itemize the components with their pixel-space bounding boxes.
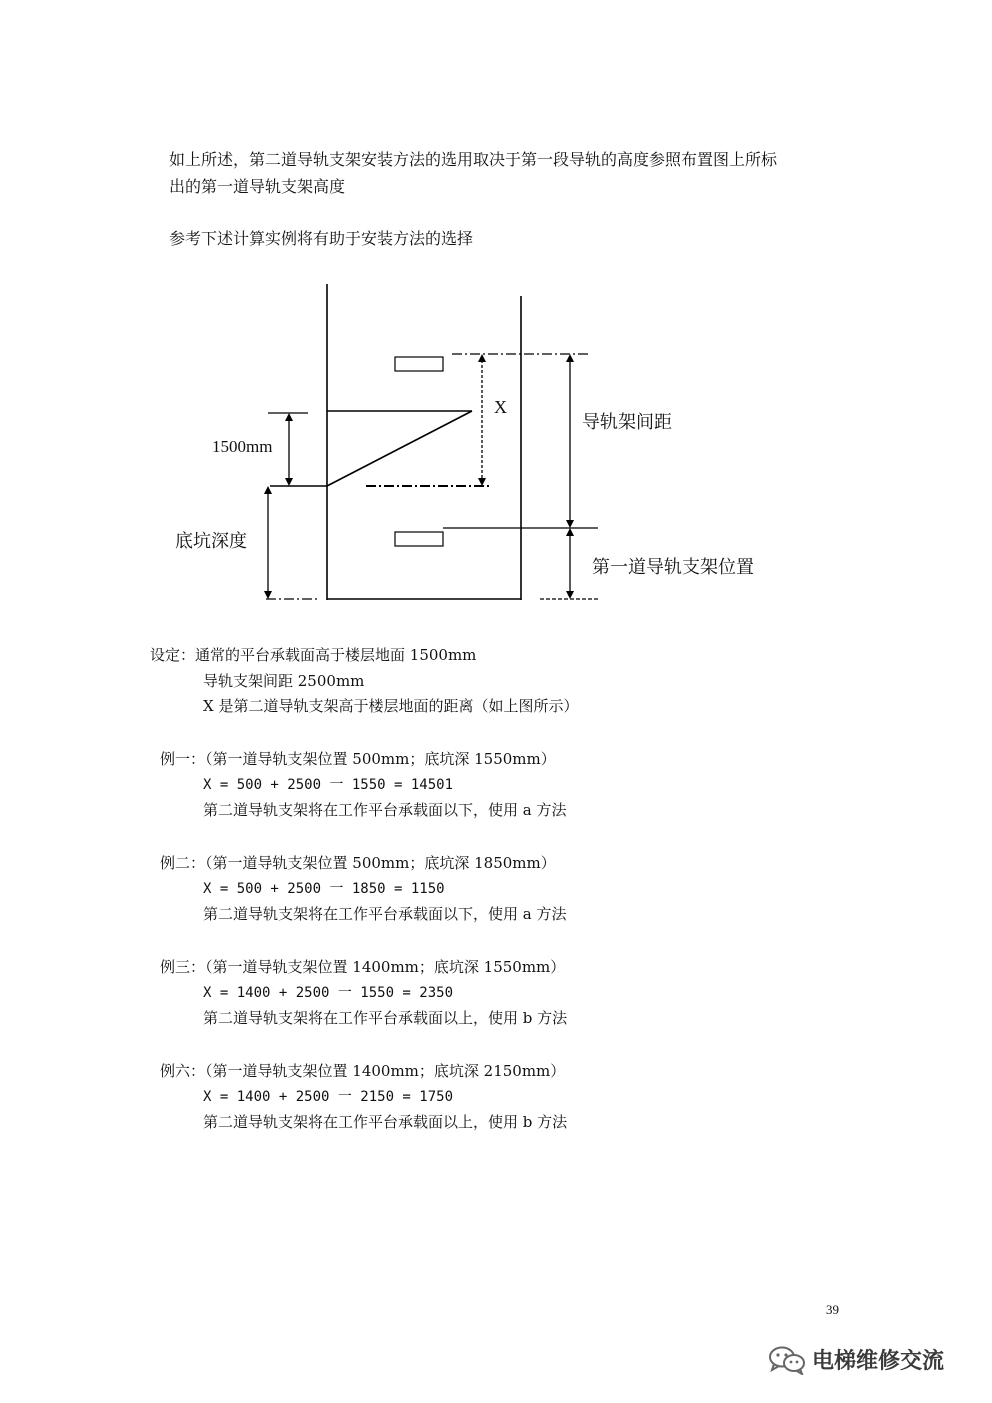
arrow-1500-top [285, 413, 293, 421]
settings-line-1: 设定：通常的平台承载面高于楼层地面 1500mm [150, 646, 477, 664]
watermark-text: 电梯维修交流 [812, 1349, 945, 1374]
example-1-calc: X = 500 + 2500 一 1550 = 14501 [203, 777, 454, 793]
example-3-head: 例三：（第一道导轨支架位置 1400mm；底坑深 1550mm） [160, 958, 566, 976]
page-number: 39 [826, 1302, 839, 1317]
example-2-result: 第二道导轨支架将在工作平台承载面以下，使用 a 方法 [203, 905, 567, 923]
arrow-pit-top [264, 486, 272, 494]
label-x: X [494, 397, 507, 417]
wechat-icon [768, 1345, 806, 1375]
example-1-result: 第二道导轨支架将在工作平台承载面以下，使用 a 方法 [203, 801, 567, 819]
example-2-calc: X = 500 + 2500 一 1850 = 1150 [203, 881, 445, 897]
platform-diagonal [327, 411, 472, 486]
settings-line-3: X 是第二道导轨支架高于楼层地面的距离（如上图所示） [203, 697, 579, 715]
example-3-calc: X = 1400 + 2500 一 1550 = 2350 [203, 985, 454, 1001]
arrow-first-bottom [566, 591, 574, 599]
label-spacing: 导轨架间距 [582, 412, 672, 433]
arrow-pit-bottom [264, 591, 272, 599]
intro-line-2: 出的第一道导轨支架高度 [169, 177, 346, 196]
arrow-1500-bottom [285, 478, 293, 486]
arrow-first-top [566, 528, 574, 536]
label-first-bracket-position: 第一道导轨支架位置 [592, 557, 754, 578]
label-1500mm: 1500mm [212, 437, 273, 456]
example-6-head: 例六：（第一道导轨支架位置 1400mm；底坑深 2150mm） [160, 1062, 566, 1080]
arrow-spacing-bottom [566, 520, 574, 528]
intro-line-1: 如上所述，第二道导轨支架安装方法的选用取决于第一段导轨的高度参照布置图上所标 [169, 150, 778, 169]
label-pit-depth: 底坑深度 [175, 531, 247, 552]
example-2-head: 例二：（第一道导轨支架位置 500mm；底坑深 1850mm） [160, 854, 556, 872]
bracket-lower [395, 532, 443, 546]
bracket-upper [395, 357, 443, 371]
settings-line-2: 导轨支架间距 2500mm [203, 672, 365, 690]
intro-line-3: 参考下述计算实例将有助于安装方法的选择 [169, 229, 474, 248]
arrow-x-top [478, 354, 486, 362]
arrow-spacing-top [566, 354, 574, 362]
example-6-calc: X = 1400 + 2500 一 2150 = 1750 [203, 1089, 454, 1105]
watermark [768, 1344, 944, 1375]
example-1-head: 例一：（第一道导轨支架位置 500mm；底坑深 1550mm） [160, 750, 556, 768]
arrow-x-bottom [478, 478, 486, 486]
example-6-result: 第二道导轨支架将在工作平台承载面以上，使用 b 方法 [203, 1113, 568, 1131]
example-3-result: 第二道导轨支架将在工作平台承载面以上，使用 b 方法 [203, 1009, 568, 1027]
